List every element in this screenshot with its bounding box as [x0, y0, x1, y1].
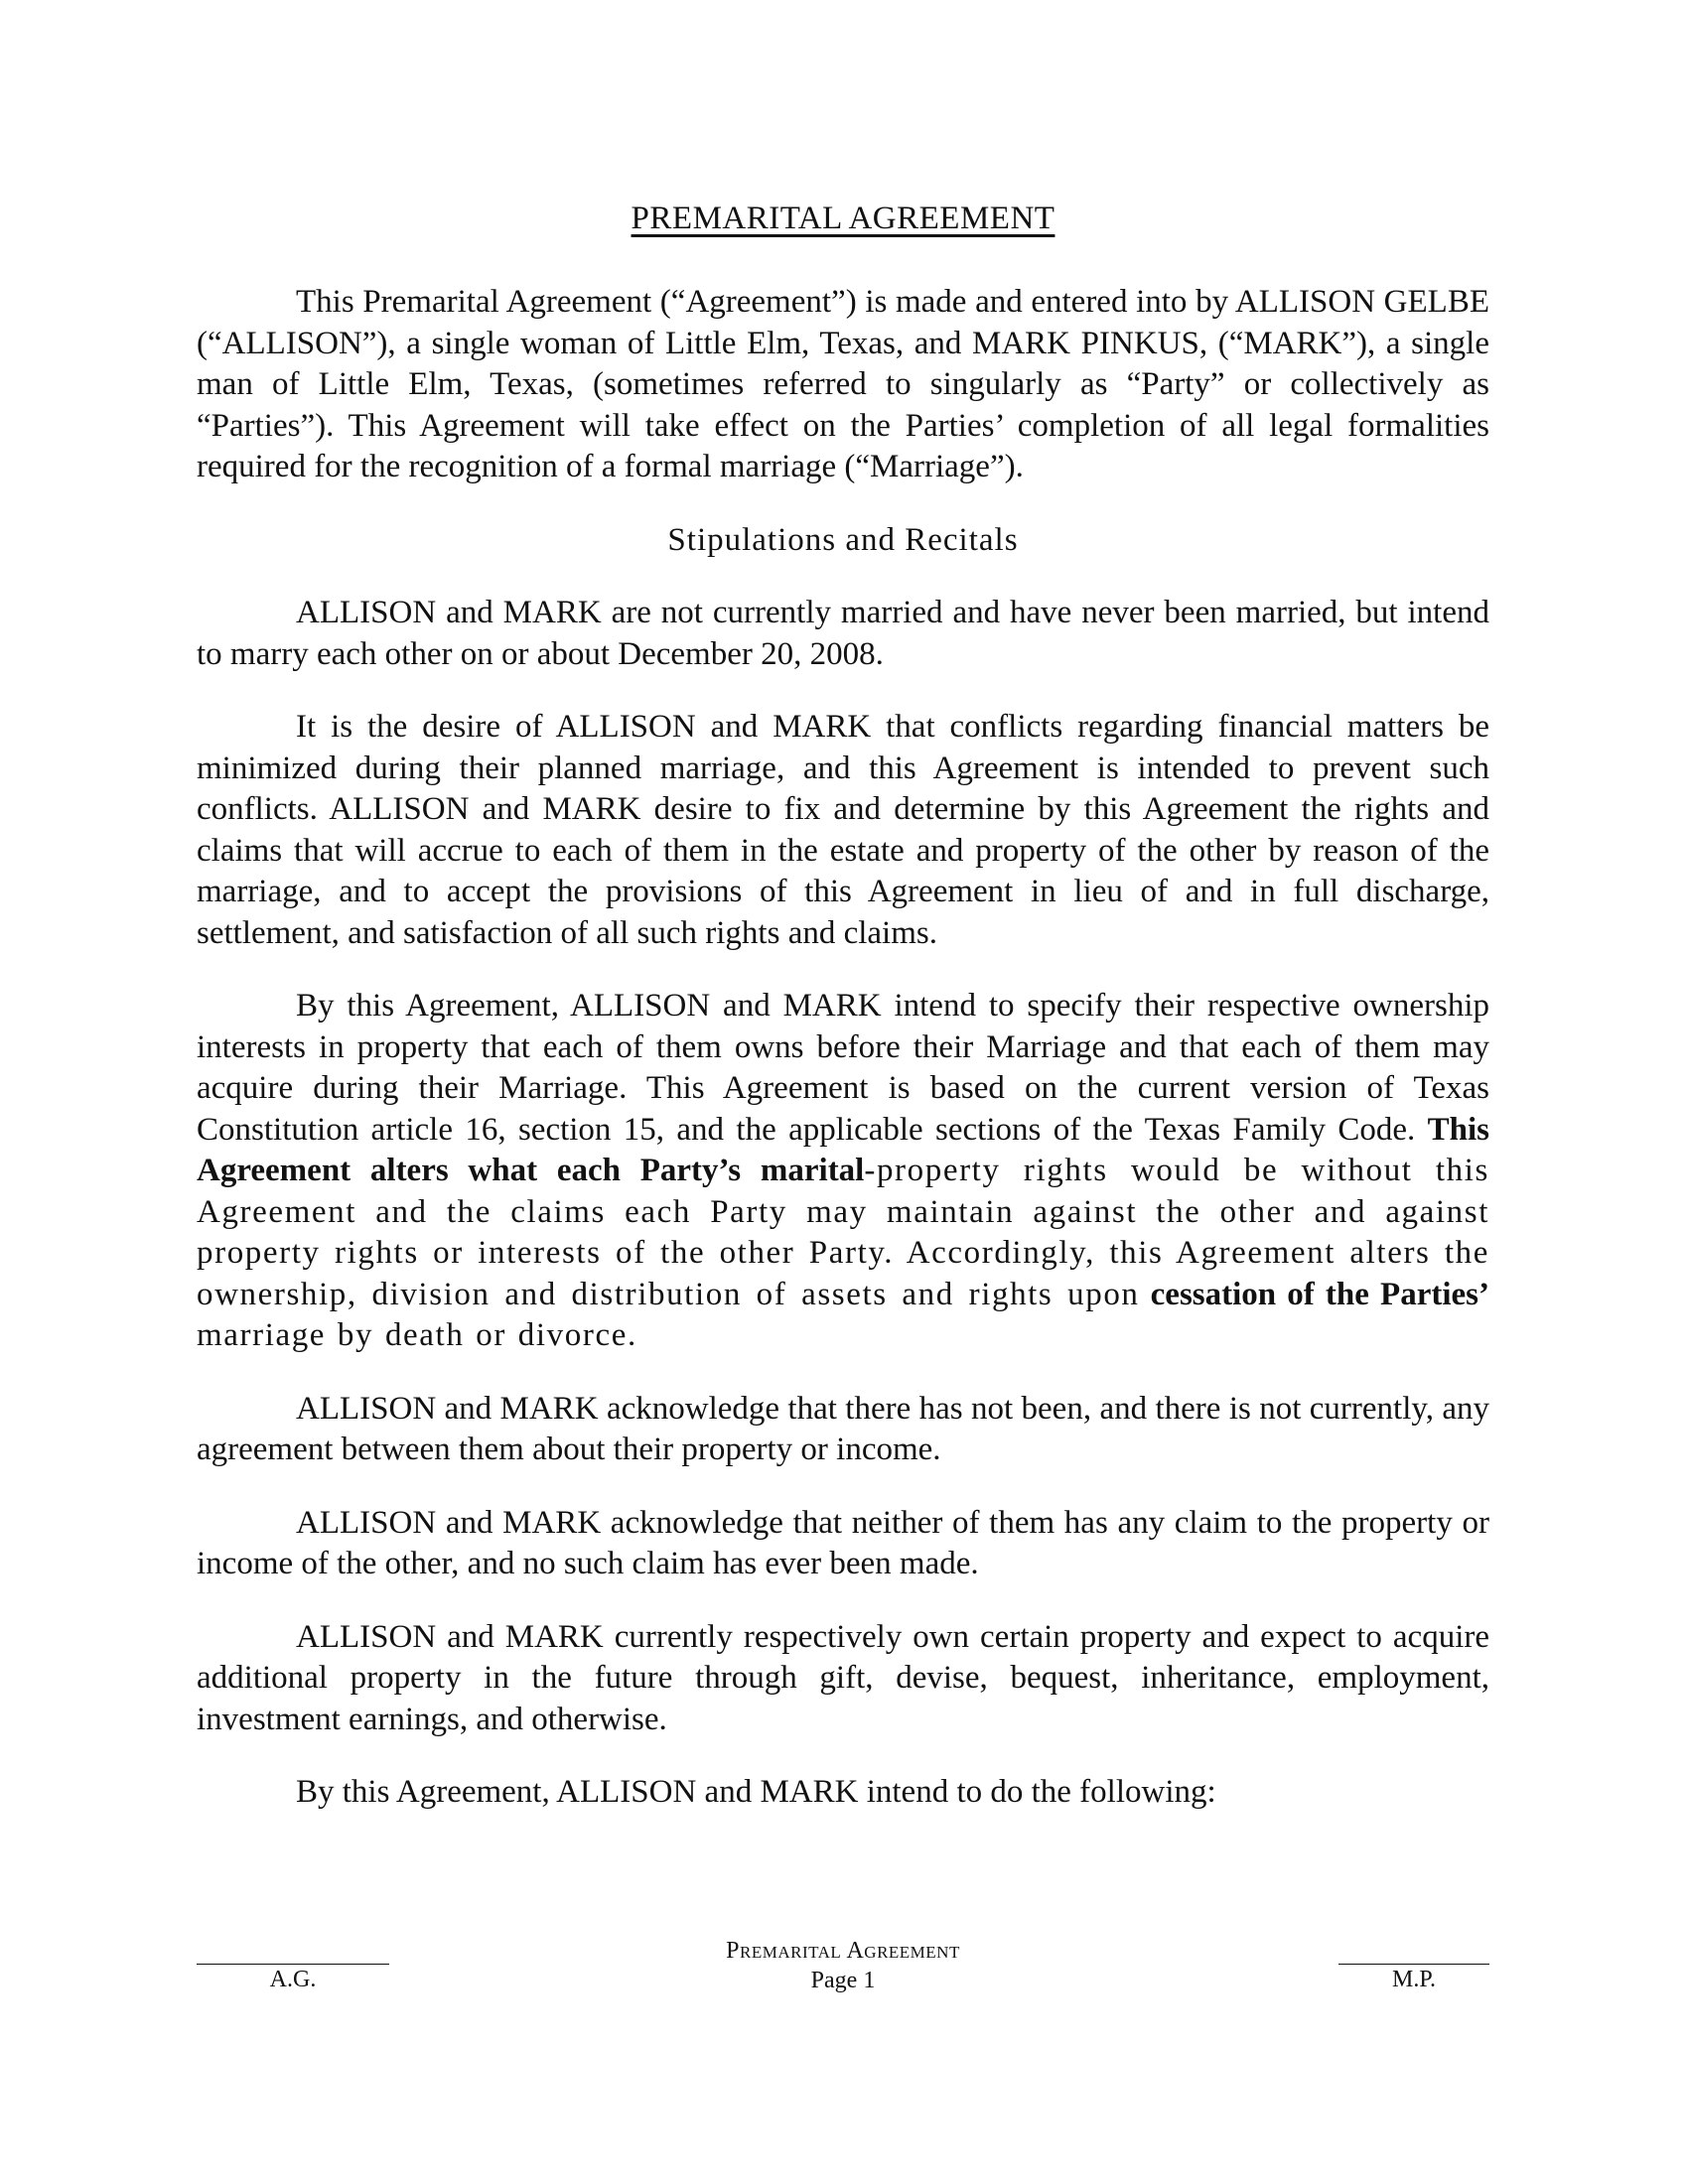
recital-paragraph-6: ALLISON and MARK currently respectively own certain property and expect to acquire additional property in the future through gift, devise, bequest, inheritance, employment, investment earnings, and otherwise.	[197, 1618, 1489, 1737]
right-initials-line	[1338, 1936, 1489, 1965]
recital-paragraph-7: By this Agreement, ALLISON and MARK intend to do the following:	[296, 1774, 1216, 1810]
left-initials-block	[197, 1936, 389, 1994]
recital-3-bold-1: This Agreement alters what each Party’s marital	[197, 1111, 1489, 1188]
recital-3-part-1: By this Agreement, ALLISON and MARK intend to specify their respective ownership interests in property that each of them owns before their Marriage and that each of them may acquire during their Marriage. This Agreement is based on the current version of Texas Constitution article 16, section 15, and the applicable sections of the Texas Family Code.	[197, 988, 1489, 1148]
recital-paragraph-3	[197, 986, 1489, 1357]
document-page	[197, 0, 1489, 2184]
right-initials-block	[1338, 1936, 1489, 1994]
recital-3-bold-2: cessation of the Parties’	[1150, 1276, 1489, 1312]
section-heading: Stipulations and Recitals	[667, 521, 1019, 558]
right-initials: M.P.	[1391, 1967, 1437, 1992]
recital-paragraph-4: ALLISON and MARK acknowledge that there has not been, and there is not currently, any agreement between them about their property or income.	[197, 1390, 1489, 1467]
page-number: Page 1	[810, 1968, 876, 1993]
recital-3-part-3: marriage by death or divorce.	[197, 1317, 637, 1353]
recital-paragraph-5: ALLISON and MARK acknowledge that neither of them has any claim to the property or income of the other, and no such claim has ever been made.	[197, 1504, 1489, 1581]
left-initials-line	[197, 1936, 389, 1965]
document-body	[197, 282, 1489, 1845]
recital-paragraph-1: ALLISON and MARK are not currently married and have never been married, but intend to marry each other on or about December 20, 2008.	[197, 595, 1489, 672]
footer-center	[644, 1936, 1042, 1995]
recital-3-part-2: -property rights would be without this Agreement and the claims each Party may maintain against the other and against property rights or interests of the other Party. Accordingly, this Agreement alters the ownership, division and distribution of assets and rights upon	[197, 1153, 1489, 1312]
recital-paragraph-2: It is the desire of ALLISON and MARK that conflicts regarding financial matters be minimized during their planned marriage, and this Agreement is intended to prevent such conflicts. ALLISON and MARK desire to fix and determine by this Agreement the rights and claims that will accrue to each of them in the estate and property of the other by reason of the marriage, and to accept the provisions of this Agreement in lieu of and in full discharge, settlement, and satisfaction of all such rights and claims.	[197, 709, 1489, 951]
footer-document-title: Premarital Agreement	[726, 1938, 960, 1964]
intro-paragraph: This Premarital Agreement (“Agreement”) is made and entered into by ALLISON GELBE (“ALLISON”), a single woman of Little Elm, Texas, and MARK PINKUS, (“MARK”), a single man of Little Elm, Texas, (sometimes referred to singularly as “Party” or collectively as “Parties”). This Agreement will take effect on the Parties’ completion of all legal formalities required for the recognition of a formal marriage (“Marriage”).	[197, 284, 1489, 484]
document-title: PREMARITAL AGREEMENT	[631, 201, 1055, 236]
left-initials: A.G.	[269, 1967, 317, 1992]
page-footer	[197, 1936, 1489, 2015]
